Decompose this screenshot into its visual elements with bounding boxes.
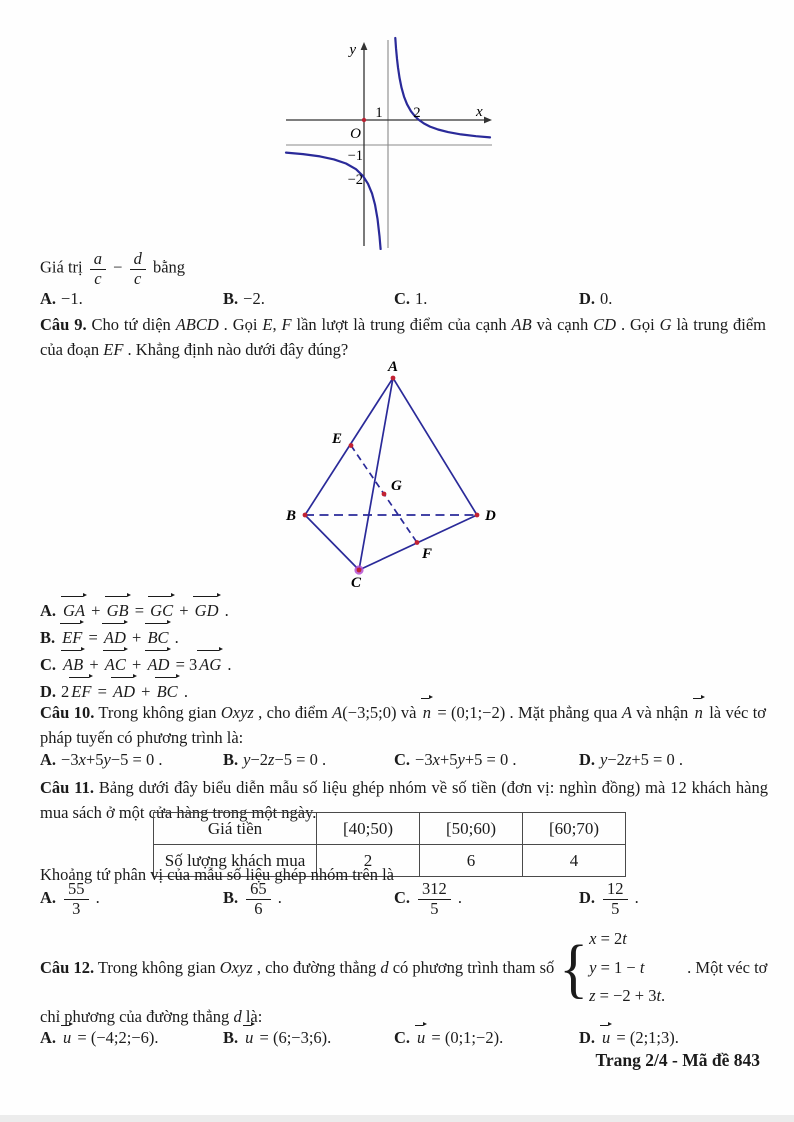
vertex-D-point [475, 513, 480, 518]
page-footer: Trang 2/4 - Mã đề 843 [595, 1050, 760, 1070]
q9-statement [40, 313, 766, 363]
q8-option-b: B. −2. [223, 289, 265, 308]
tick-label-minus1: −1 [347, 148, 363, 164]
tick-label-1: 1 [375, 105, 383, 121]
table-interval-1: [40;50) [317, 813, 420, 845]
q10-option-b: B. y−2z−5 = 0 . [223, 750, 327, 769]
midpoint-E-point [349, 443, 354, 448]
q12-line2: chỉ phương của đường thẳng d là: [40, 1007, 263, 1026]
q12-option-a: A. u = (−4;2;−6). [40, 1028, 159, 1047]
table-count-2: 6 [420, 845, 523, 877]
table-count-1: 2 [317, 845, 420, 877]
table-count-3: 4 [523, 845, 626, 877]
q11-option-d: D. $\frac{12}{5}$ . [579, 879, 639, 918]
q12-option-b: B. u = (6;−3;6). [223, 1028, 332, 1047]
vertex-A-point [391, 376, 396, 381]
q10-option-d: D. y−2z+5 = 0 . [579, 750, 683, 769]
q11-number: Câu 11. [40, 778, 94, 797]
label-F: F [422, 546, 433, 562]
table-row-intervals [154, 813, 626, 845]
q11-options [40, 879, 766, 919]
midpoint-F-point [415, 540, 420, 545]
vertex-B-point [303, 513, 308, 518]
system-line-x: x = 2t [589, 928, 627, 948]
q8-option-c: C. 1. [394, 289, 428, 308]
x-axis-label: x [476, 104, 483, 120]
q12-text-after: . Một véc tơ [687, 958, 768, 977]
q9-option-d: D. 2 EF = AD + BC . [40, 682, 188, 701]
q8-option-d: D. 0. [579, 289, 613, 308]
tick-label-2: 2 [413, 105, 421, 121]
origin-point [362, 118, 366, 122]
q9-option-c: C. AB + AC + AD = 3 AG . [40, 655, 232, 674]
midpoint-G-point [382, 492, 387, 497]
label-E: E [331, 431, 342, 447]
q8-option-a: A. −1. [40, 289, 83, 308]
q9-number: Câu 9. [40, 315, 87, 334]
system-brace: { [559, 931, 589, 1005]
origin-label: O [350, 126, 361, 142]
curve-left-branch [286, 153, 381, 249]
label-B: B [285, 508, 296, 524]
curve-right-branch [395, 38, 490, 137]
q9-text: Cho tứ diện ABCD . Gọi E, F lần lượt là trung điểm của cạnh AB và cạnh CD . Gọi G là trung điểm của đoạn EF . Khẳng định nào dưới đây đúng? [40, 315, 766, 359]
edge-AC [359, 378, 393, 570]
q11-option-b: B. $\frac{65}{6}$ . [223, 879, 282, 918]
label-A: A [387, 361, 399, 375]
vertex-C-point [357, 568, 362, 573]
system-line-z: z = −2 + 3t. [589, 986, 666, 1006]
q11-option-a: A. $\frac{55}{3}$ . [40, 879, 100, 918]
x-axis-arrow [484, 117, 492, 124]
system-line-y: y = 1 − t [589, 957, 645, 977]
edge-BC [305, 515, 359, 570]
label-D: D [485, 508, 496, 524]
tetrahedron-figure [280, 361, 500, 595]
page-bottom-edge [0, 1115, 794, 1122]
q12-options [40, 1028, 766, 1048]
q10-option-a: A. −3x+5y−5 = 0 . [40, 750, 163, 769]
q12-option-c: C. u = (0;1;−2). [394, 1028, 504, 1047]
function-graph-figure [278, 36, 500, 250]
q11-question-line: Khoảng tứ phân vị của mẫu số liệu ghép nhóm trên là [40, 865, 394, 884]
q12-text-before: Câu 12. Trong không gian Oxyz , cho đường thẳng d có phương trình tham số [40, 958, 555, 977]
q10-option-c: C. −3x+5y+5 = 0 . [394, 750, 517, 769]
table-interval-3: [60;70) [523, 813, 626, 845]
q9-options [40, 599, 232, 703]
q8-options [40, 289, 766, 309]
q12-number: Câu 12. [40, 958, 95, 977]
q10-statement [40, 701, 766, 751]
table-interval-2: [50;60) [420, 813, 523, 845]
q12-option-d: D. u = (2;1;3). [579, 1028, 679, 1047]
parametric-system [589, 925, 665, 1012]
q11-text: Bảng dưới đây biểu diễn mẫu số liệu ghép nhóm về số tiền (đơn vị: nghìn đồng) mà 12 khách hàng mua sách ở một cửa hàng trong một ngày. [40, 778, 769, 822]
tick-label-minus2: −2 [347, 172, 363, 188]
y-axis-arrow [361, 42, 368, 50]
q12-statement [40, 922, 780, 1014]
label-G: G [391, 478, 402, 494]
q10-text: Trong không gian Oxyz , cho điểm A(−3;5;0) và n = (0;1;−2) . Mặt phẳng qua A và nhận n là véc tơ pháp tuyến có phương trình là: [40, 703, 767, 747]
table-row-label: Số lượng khách mua [154, 845, 317, 877]
q8-prompt-text: Giá trị $\frac{a}{c}$ − $\frac{d}{c}$ bằng [40, 249, 186, 288]
table-header-label: Giá tiền [154, 813, 317, 845]
y-axis-label: y [349, 42, 356, 58]
q10-options [40, 750, 766, 770]
edge-AD [393, 378, 477, 515]
q11-option-c: C. $\frac{312}{5}$ . [394, 879, 463, 918]
q9-option-a: A. GA + GB = GC + GD . [40, 601, 229, 620]
label-C: C [350, 575, 362, 591]
q9-option-b: B. EF = AD + BC . [40, 628, 179, 647]
q10-number: Câu 10. [40, 703, 95, 722]
q8-prompt [40, 247, 185, 291]
